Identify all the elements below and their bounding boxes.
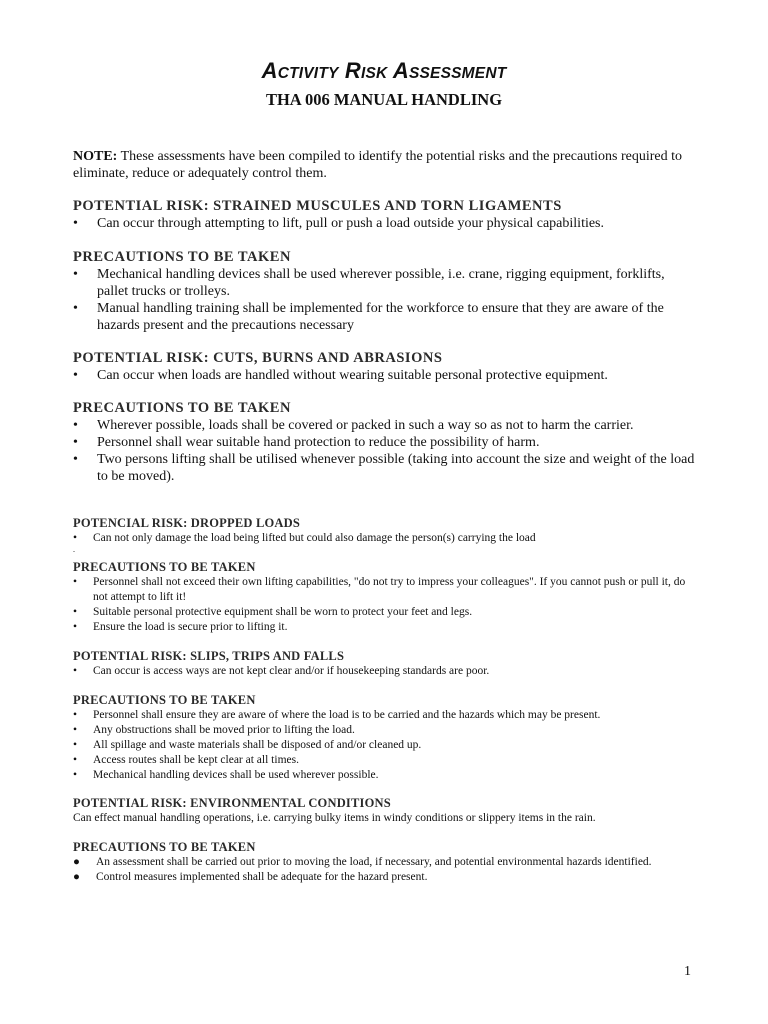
section-precautions-4 xyxy=(73,693,698,783)
section-precautions-5 xyxy=(73,840,698,885)
section-text: Can effect manual handling operations, i.e. carrying bulky items in windy conditions or slippery items in the rain. xyxy=(73,812,596,824)
title-word-3: ASSESSMENT xyxy=(392,58,507,83)
bullet-list xyxy=(73,367,698,384)
section-risk-environmental xyxy=(73,796,698,826)
bullet-list xyxy=(73,855,698,885)
list-item: • Can occur through attempting to lift, pull or push a load outside your physical capabilities. xyxy=(73,216,605,231)
list-item: • Ensure the load is secure prior to lifting it. xyxy=(73,621,288,633)
section-heading: POTENTIAL RISK: SLIPS, TRIPS AND FALLS xyxy=(73,649,345,663)
list-item: • Wherever possible, loads shall be covered or packed in such a way so as not to harm the carrier. xyxy=(73,418,634,433)
section-risk-slips-trips xyxy=(73,649,698,679)
note-paragraph xyxy=(73,148,698,182)
list-item: • Mechanical handling devices shall be used wherever possible. xyxy=(73,769,379,781)
section-heading: POTENTIAL RISK: STRAINED MUSCULES AND TORN LIGAMENTS xyxy=(73,198,562,214)
list-item: • Personnel shall ensure they are aware of where the load is to be carried and the hazards which may be present. xyxy=(73,709,601,721)
list-item: • Can occur when loads are handled without wearing suitable personal protective equipment. xyxy=(73,368,608,383)
section-heading: PRECAUTIONS TO BE TAKEN xyxy=(73,560,256,574)
section-heading: PRECAUTIONS TO BE TAKEN xyxy=(73,693,256,707)
section-precautions-3 xyxy=(73,560,698,635)
list-item: • Mechanical handling devices shall be used wherever possible, i.e. crane, rigging equipment, forklifts, pallet trucks or trolleys. xyxy=(73,267,665,299)
list-item: • Access routes shall be kept clear at all times. xyxy=(73,754,299,766)
list-item: • Two persons lifting shall be utilised whenever possible (taking into account the size and weight of the load to be moved). xyxy=(73,452,695,484)
section-heading: POTENCIAL RISK: DROPPED LOADS xyxy=(73,516,301,530)
list-item: ● Control measures implemented shall be adequate for the hazard present. xyxy=(73,871,428,883)
bullet-list xyxy=(73,664,698,679)
list-item: • Any obstructions shall be moved prior to lifting the load. xyxy=(73,724,355,736)
note-text: These assessments have been compiled to identify the potential risks and the precautions required to eliminate, reduce or adequately control them. xyxy=(73,149,682,181)
section-risk-dropped-loads xyxy=(73,516,698,554)
section-risk-cuts-burns xyxy=(73,349,698,384)
list-item: • Personnel shall wear suitable hand protection to reduce the possibility of harm. xyxy=(73,435,540,450)
list-item: • Personnel shall not exceed their own lifting capabilities, "do not try to impress your colleagues". If you cannot push or pull it, do not attempt to lift it! xyxy=(73,576,686,603)
section-risk-strained-muscles xyxy=(73,197,698,232)
bullet-list xyxy=(73,417,698,485)
list-item: • Manual handling training shall be implemented for the workforce to ensure that they are aware of the hazards present and the precautions necessary xyxy=(73,301,664,333)
title-word-1: ACTIVITY xyxy=(261,58,339,83)
section-heading: POTENTIAL RISK: CUTS, BURNS AND ABRASIONS xyxy=(73,350,443,366)
section-precautions-1 xyxy=(73,248,698,334)
section-heading: PRECAUTIONS TO BE TAKEN xyxy=(73,249,291,265)
bullet-list xyxy=(73,575,698,635)
document-subtitle: THA 006 MANUAL HANDLING xyxy=(265,90,503,109)
trailing-period: . xyxy=(73,545,75,554)
list-item: • Can occur is access ways are not kept clear and/or if housekeeping standards are poor. xyxy=(73,665,490,677)
note-label: NOTE: xyxy=(73,149,118,164)
list-item: • Can not only damage the load being lifted but could also damage the person(s) carrying the load xyxy=(73,532,536,544)
title-word-2: RISK xyxy=(344,58,388,83)
section-heading: PRECAUTIONS TO BE TAKEN xyxy=(73,840,256,854)
document-title xyxy=(0,58,768,84)
bullet-list xyxy=(73,215,698,232)
page-number: 1 xyxy=(684,964,691,979)
bullet-list xyxy=(73,708,698,783)
bullet-list xyxy=(73,531,698,546)
list-item: • All spillage and waste materials shall be disposed of and/or cleaned up. xyxy=(73,739,422,751)
section-heading: PRECAUTIONS TO BE TAKEN xyxy=(73,400,291,416)
list-item: ● An assessment shall be carried out prior to moving the load, if necessary, and potential environmental hazards identified. xyxy=(73,856,652,868)
list-item: • Suitable personal protective equipment shall be worn to protect your feet and legs. xyxy=(73,606,473,618)
section-heading: POTENTIAL RISK: ENVIRONMENTAL CONDITIONS xyxy=(73,796,391,810)
section-precautions-2 xyxy=(73,399,698,485)
bullet-list xyxy=(73,266,698,334)
